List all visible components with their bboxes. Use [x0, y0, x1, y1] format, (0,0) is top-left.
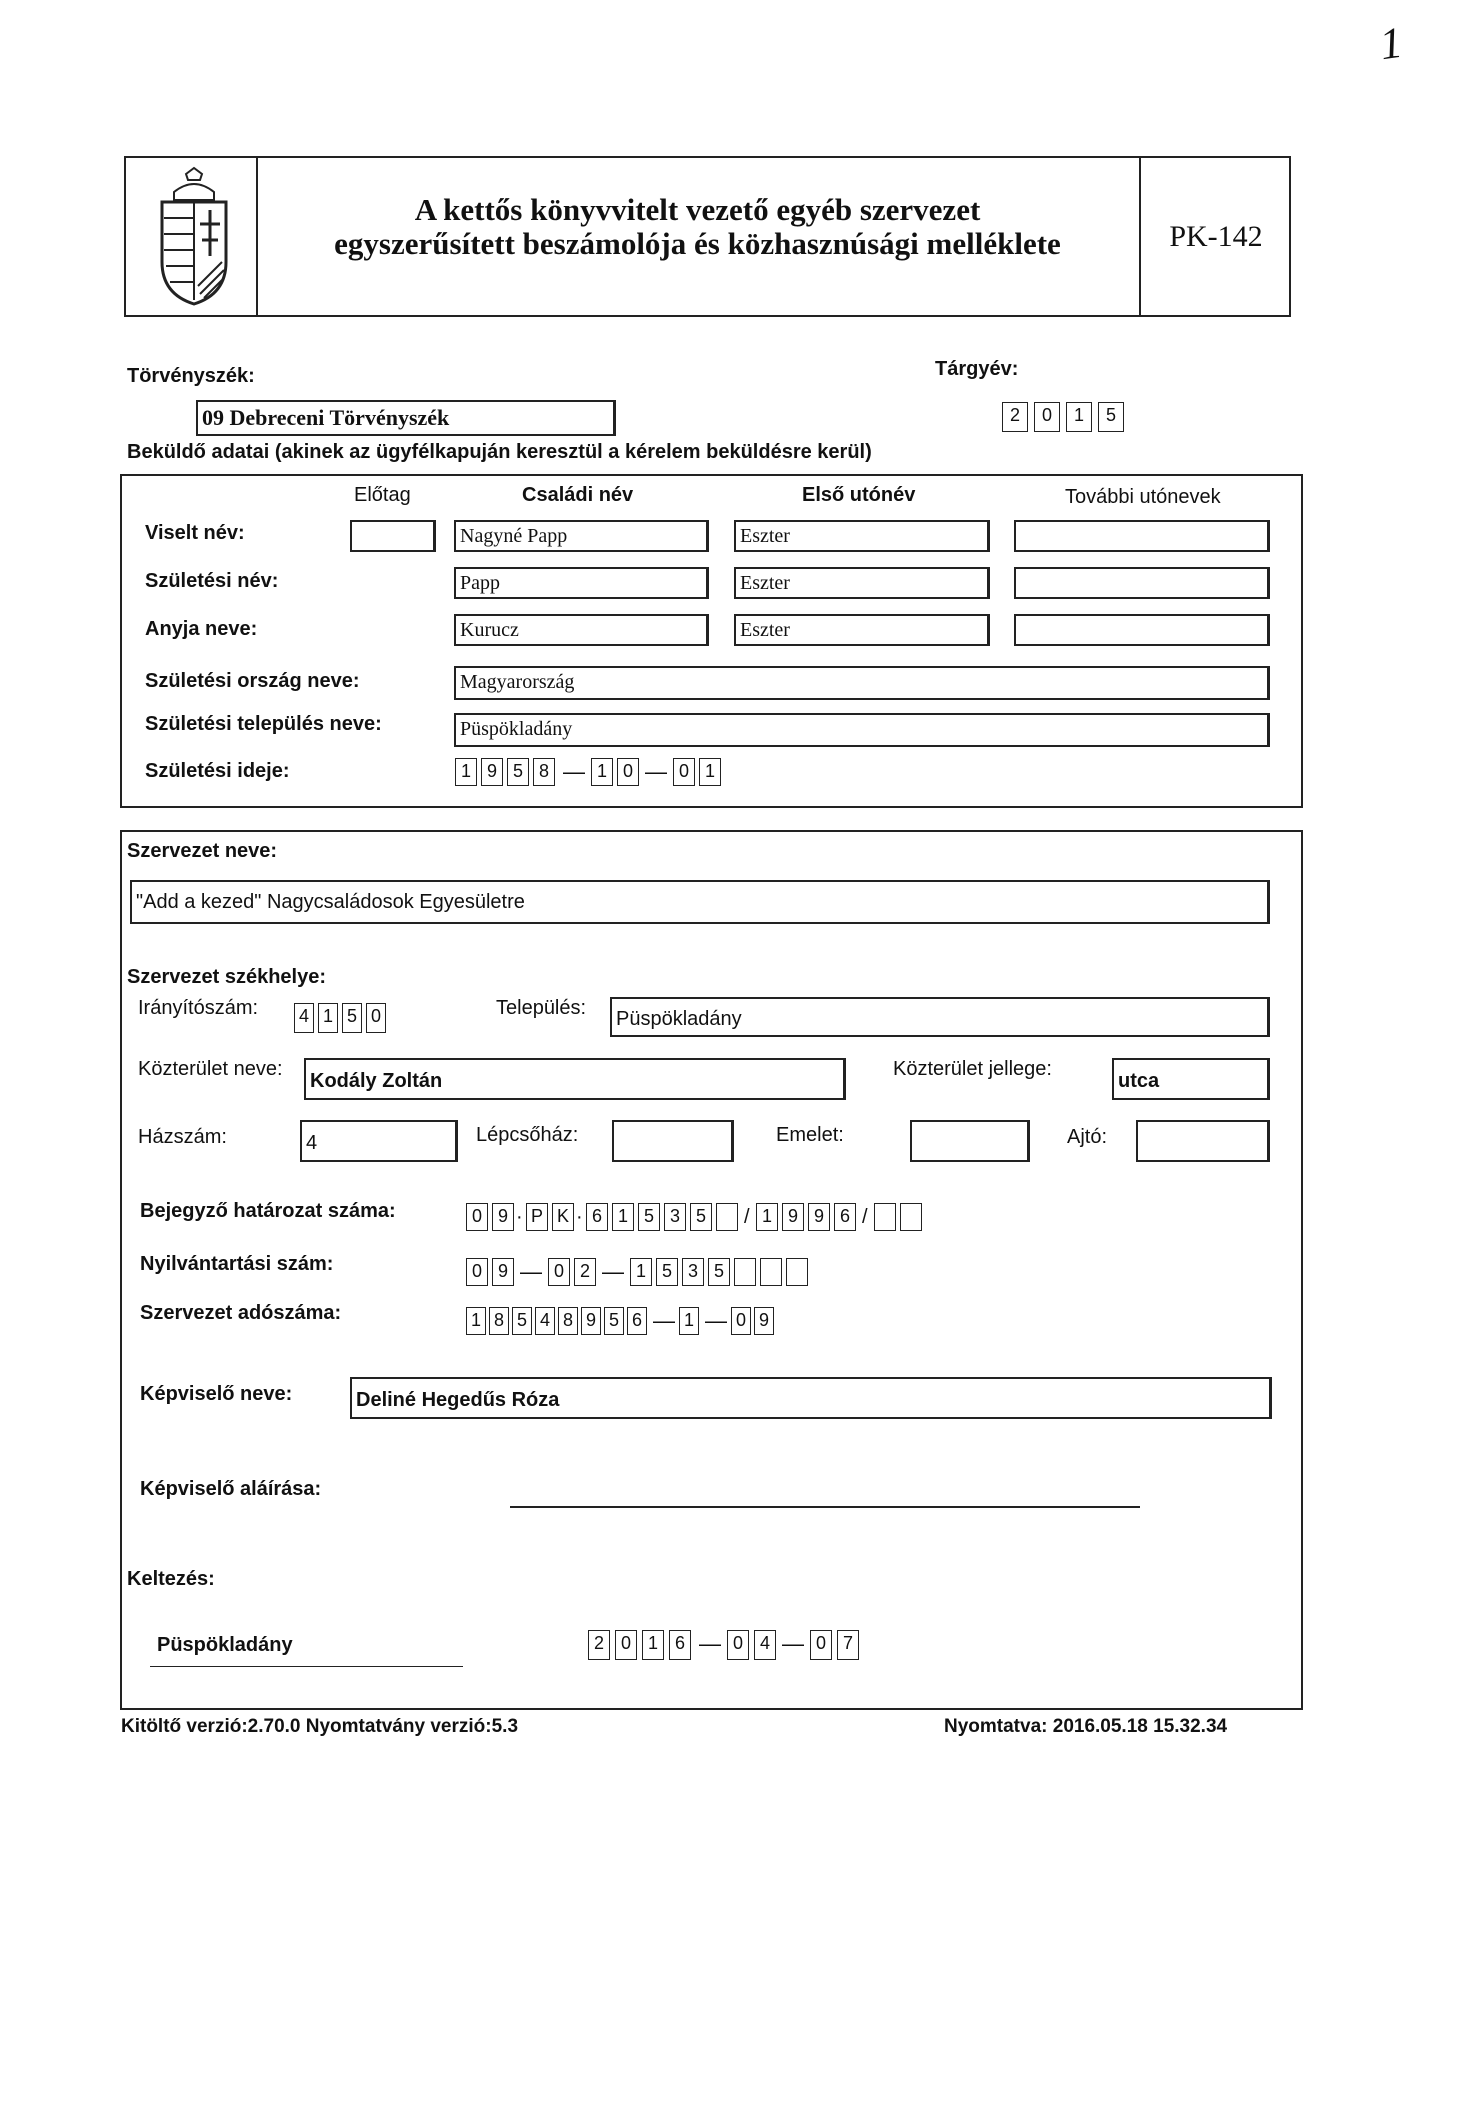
- col-further-header: További utónevek: [1065, 486, 1221, 508]
- birth-name-label: Születési név:: [145, 570, 279, 592]
- zip-digit-cell[interactable]: 0: [366, 1003, 386, 1033]
- city-field[interactable]: Püspökladány: [610, 997, 1270, 1037]
- footer-version: Kitöltő verzió:2.70.0 Nyomtatvány verzió:5.3: [121, 1716, 519, 1737]
- decision-year-cell[interactable]: 9: [808, 1203, 830, 1231]
- registry-number-cell[interactable]: 5: [656, 1258, 678, 1286]
- birth-year-cell[interactable]: 1: [455, 758, 477, 786]
- street-type-field[interactable]: utca: [1112, 1058, 1270, 1100]
- birth-name-first[interactable]: Eszter: [734, 567, 990, 599]
- year-label: Tárgyév:: [935, 358, 1019, 380]
- birth-year-cell[interactable]: 9: [481, 758, 503, 786]
- footer-printed: Nyomtatva: 2016.05.18 15.32.34: [944, 1716, 1228, 1737]
- decision-separator: /: [862, 1206, 868, 1228]
- decision-year-cell[interactable]: 1: [756, 1203, 778, 1231]
- court-field[interactable]: 09 Debreceni Törvényszék: [196, 400, 616, 436]
- registry-number-cell[interactable]: [786, 1258, 808, 1286]
- birth-name-family[interactable]: Papp: [454, 567, 709, 599]
- decision-court-cell[interactable]: 0: [466, 1203, 488, 1231]
- decision-number-cell[interactable]: 6: [586, 1203, 608, 1231]
- mother-name-family[interactable]: Kurucz: [454, 614, 709, 646]
- registry-label: Nyilvántartási szám:: [140, 1253, 334, 1275]
- rep-name-field[interactable]: Deliné Hegedűs Róza: [350, 1377, 1272, 1419]
- mother-name-first[interactable]: Eszter: [734, 614, 990, 646]
- org-seat-label: Szervezet székhelye:: [127, 966, 327, 988]
- zip-digit-cell[interactable]: 4: [294, 1003, 314, 1033]
- decision-separator: ·: [576, 1206, 583, 1228]
- tax-separator: —: [653, 1308, 675, 1333]
- dated-place: Püspökladány: [157, 1634, 293, 1656]
- mother-name-label: Anyja neve:: [145, 618, 258, 640]
- worn-name-further[interactable]: [1014, 520, 1270, 552]
- tax-main-cell[interactable]: 8: [558, 1307, 578, 1335]
- coat-of-arms-icon: [144, 166, 244, 308]
- tax-county-cell[interactable]: 0: [731, 1307, 751, 1335]
- floor-label: Emelet:: [776, 1124, 844, 1146]
- decision-suffix-cell[interactable]: [900, 1203, 922, 1231]
- house-field[interactable]: 4: [300, 1120, 458, 1162]
- birth-country-label: Születési ország neve:: [145, 670, 360, 692]
- decision-separator: /: [744, 1206, 750, 1228]
- decision-type-cell[interactable]: K: [552, 1203, 574, 1231]
- dated-year-cell[interactable]: 0: [615, 1630, 637, 1660]
- decision-number-cell[interactable]: 5: [638, 1203, 660, 1231]
- org-name-field[interactable]: "Add a kezed" Nagycsaládosok Egyesületre: [130, 880, 1270, 924]
- birth-name-further[interactable]: [1014, 567, 1270, 599]
- dated-label: Keltezés:: [127, 1568, 215, 1590]
- tax-separator: —: [705, 1308, 727, 1333]
- form-title-line1: A kettős könyvvitelt vezető egyéb szervezet: [414, 192, 981, 227]
- worn-name-prefix[interactable]: [350, 520, 436, 552]
- rep-signature-line: [510, 1506, 1140, 1508]
- mother-name-further[interactable]: [1014, 614, 1270, 646]
- dated-year-cell[interactable]: 6: [669, 1630, 691, 1660]
- birth-month-cell[interactable]: 0: [617, 758, 639, 786]
- dated-month-cell[interactable]: 4: [754, 1630, 776, 1660]
- col-prefix-header: Előtag: [354, 484, 411, 506]
- street-field[interactable]: Kodály Zoltán: [304, 1058, 846, 1100]
- tax-main-cell[interactable]: 1: [466, 1307, 486, 1335]
- tax-vat-cell[interactable]: 1: [679, 1307, 699, 1335]
- dated-place-line: [150, 1666, 463, 1667]
- tax-main-cell[interactable]: 5: [604, 1307, 624, 1335]
- worn-name-label: Viselt név:: [145, 522, 245, 544]
- year-digit-cell[interactable]: 0: [1034, 402, 1060, 432]
- header-box: [124, 156, 1291, 317]
- tax-label: Szervezet adószáma:: [140, 1302, 342, 1324]
- form-title-line2: egyszerűsített beszámolója és közhasznúsági melléklete: [334, 226, 1061, 261]
- birth-year-cell[interactable]: 8: [533, 758, 555, 786]
- registry-number-cell[interactable]: 5: [708, 1258, 730, 1286]
- door-field[interactable]: [1136, 1120, 1270, 1162]
- date-separator: —: [782, 1631, 804, 1656]
- rep-signature-label: Képviselő aláírása:: [140, 1478, 322, 1500]
- decision-label: Bejegyző határozat száma:: [140, 1200, 396, 1222]
- registry-type-cell[interactable]: 2: [574, 1258, 596, 1286]
- sender-section-title: Beküldő adatai (akinek az ügyfélkapuján keresztül a kérelem beküldésre kerül): [127, 441, 872, 463]
- zip-digit-cell[interactable]: 5: [342, 1003, 362, 1033]
- decision-court-cell[interactable]: 9: [492, 1203, 514, 1231]
- tax-main-cell[interactable]: 4: [535, 1307, 555, 1335]
- tax-main-cell[interactable]: 8: [489, 1307, 509, 1335]
- floor-field[interactable]: [910, 1120, 1030, 1162]
- decision-year-cell[interactable]: 9: [782, 1203, 804, 1231]
- year-digit-cell[interactable]: 5: [1098, 402, 1124, 432]
- decision-number-cell[interactable]: 3: [664, 1203, 686, 1231]
- dated-day-cell[interactable]: 0: [810, 1630, 832, 1660]
- birth-city-label: Születési település neve:: [145, 713, 382, 735]
- decision-type-cell[interactable]: P: [526, 1203, 548, 1231]
- birth-city-field[interactable]: Püspökladány: [454, 713, 1270, 747]
- decision-separator: ·: [516, 1206, 523, 1228]
- tax-main-cell[interactable]: 5: [512, 1307, 532, 1335]
- registry-county-cell[interactable]: 9: [492, 1258, 514, 1286]
- registry-number-cell[interactable]: [760, 1258, 782, 1286]
- col-first-header: Első utónév: [802, 484, 916, 506]
- registry-separator: —: [520, 1259, 542, 1284]
- year-digit-cell[interactable]: 1: [1066, 402, 1092, 432]
- date-separator: —: [563, 759, 585, 784]
- org-name-label: Szervezet neve:: [127, 840, 278, 862]
- birth-year-cell[interactable]: 5: [507, 758, 529, 786]
- dated-year-cell[interactable]: 1: [642, 1630, 664, 1660]
- registry-type-cell[interactable]: 0: [548, 1258, 570, 1286]
- decision-number-cell[interactable]: [716, 1203, 738, 1231]
- page-number-mark: 1: [1376, 17, 1406, 70]
- street-type-label: Közterület jellege:: [893, 1058, 1052, 1080]
- decision-year-cell[interactable]: 6: [834, 1203, 856, 1231]
- dated-year-cell[interactable]: 2: [588, 1630, 610, 1660]
- decision-suffix-cell[interactable]: [874, 1203, 896, 1231]
- decision-number-cell[interactable]: 1: [612, 1203, 634, 1231]
- court-label: Törvényszék:: [127, 365, 255, 387]
- door-label: Ajtó:: [1067, 1126, 1108, 1148]
- birth-day-cell[interactable]: 0: [673, 758, 695, 786]
- worn-name-first[interactable]: Eszter: [734, 520, 990, 552]
- date-separator: —: [699, 1631, 721, 1656]
- col-family-header: Családi név: [522, 484, 634, 506]
- decision-number-cell[interactable]: 5: [690, 1203, 712, 1231]
- rep-name-label: Képviselő neve:: [140, 1383, 293, 1405]
- house-label: Házszám:: [138, 1126, 227, 1148]
- registry-number-cell[interactable]: 3: [682, 1258, 704, 1286]
- birth-month-cell[interactable]: 1: [591, 758, 613, 786]
- zip-label: Irányítószám:: [138, 997, 259, 1019]
- registry-number-cell[interactable]: [734, 1258, 756, 1286]
- stair-field[interactable]: [612, 1120, 734, 1162]
- birth-day-cell[interactable]: 1: [699, 758, 721, 786]
- stair-label: Lépcsőház:: [476, 1124, 579, 1146]
- dated-month-cell[interactable]: 0: [727, 1630, 749, 1660]
- year-digit-cell[interactable]: 2: [1002, 402, 1028, 432]
- birth-date-label: Születési ideje:: [145, 760, 290, 782]
- registry-county-cell[interactable]: 0: [466, 1258, 488, 1286]
- tax-main-cell[interactable]: 6: [627, 1307, 647, 1335]
- date-separator: —: [645, 759, 667, 784]
- worn-name-family[interactable]: Nagyné Papp: [454, 520, 709, 552]
- form-code: PK-142: [1169, 220, 1263, 253]
- city-label: Település:: [496, 997, 587, 1019]
- birth-country-field[interactable]: Magyarország: [454, 666, 1270, 700]
- registry-separator: —: [602, 1259, 624, 1284]
- street-label: Közterület neve:: [138, 1058, 283, 1080]
- registry-number-cell[interactable]: 1: [630, 1258, 652, 1286]
- zip-digit-cell[interactable]: 1: [318, 1003, 338, 1033]
- tax-main-cell[interactable]: 9: [581, 1307, 601, 1335]
- dated-day-cell[interactable]: 7: [837, 1630, 859, 1660]
- tax-county-cell[interactable]: 9: [754, 1307, 774, 1335]
